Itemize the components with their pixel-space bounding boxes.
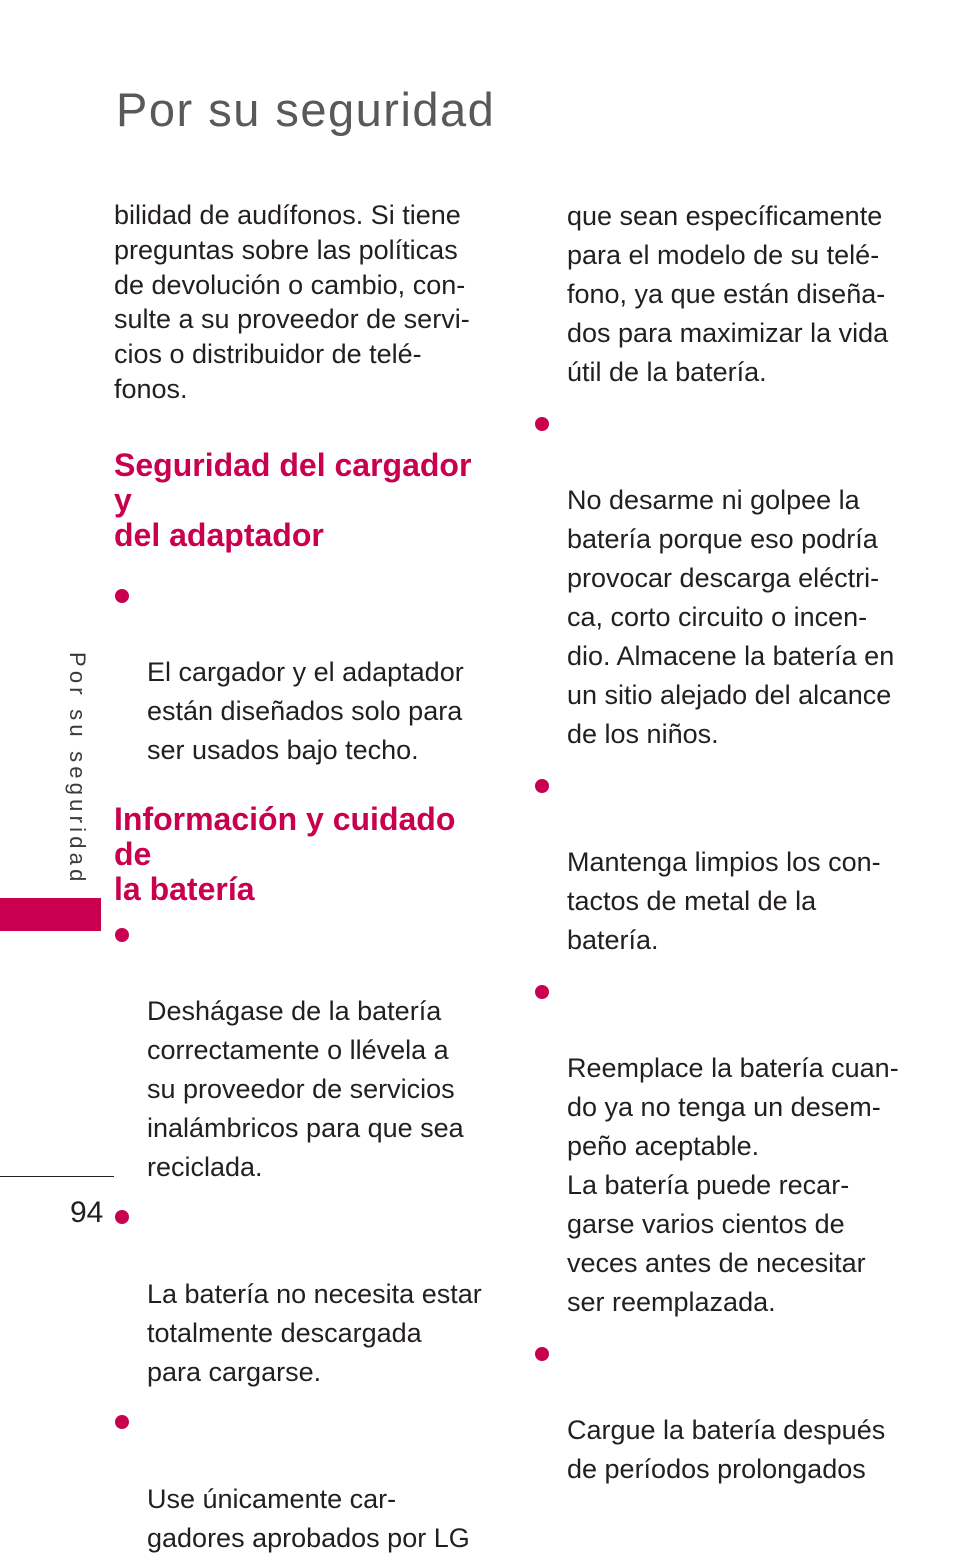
heading-charger-safety: Seguridad del cargador y del adaptador [114, 446, 472, 553]
list-item-text: Use únicamente car- gadores aprobados por LG [147, 1483, 470, 1553]
bullet-icon [535, 1347, 549, 1361]
list-item-text: La batería no necesita estar totalmente descargada para cargarse. [147, 1278, 482, 1387]
bullet-icon [115, 928, 129, 942]
bullet-icon [535, 779, 549, 793]
page-title: Por su seguridad [116, 83, 496, 136]
continuation-paragraph: que sean específicamente para el modelo de su telé- fono, ya que están diseña- dos para maximizar la vida útil de la batería. [567, 201, 889, 387]
list-item [114, 1197, 486, 1391]
list-item [114, 1402, 486, 1557]
charger-safety-list [114, 576, 486, 770]
footer-rule [0, 1176, 114, 1177]
list-item [114, 915, 486, 1187]
list-item-text: Cargue la batería después de períodos prolongados [567, 1415, 886, 1484]
intro-paragraph: bilidad de audífonos. Si tiene preguntas sobre las políticas de devolución o cambio, con- sulte a su proveedor de servi- cios o distribuidor de telé- fonos. [114, 200, 470, 404]
side-section-label: Por su seguridad [65, 652, 90, 886]
list-item [534, 765, 899, 960]
list-item-text: Reemplace la batería cuan- do ya no tenga un desem- peño aceptable. La batería puede recar- garse varios cientos de veces antes de necesitar ser reemplazada. [567, 1053, 899, 1317]
battery-info-list [114, 915, 486, 1558]
list-item-text: El cargador y el adaptador están diseñados solo para ser usados bajo techo. [147, 657, 464, 765]
heading-battery-info: Información y cuidado de la batería [114, 800, 456, 907]
list-item [534, 1333, 899, 1489]
list-item [534, 971, 899, 1322]
list-item-text: No desarme ni golpee la batería porque eso podría provocar descarga eléctri- ca, corto circuito o incen- dio. Almacene la batería en un sitio alejado del alcance de los niños. [567, 485, 895, 749]
bullet-icon [115, 1415, 129, 1429]
list-item [114, 576, 486, 770]
list-item-text: Mantenga limpios los con- tactos de metal de la batería. [567, 847, 881, 955]
right-column [534, 197, 899, 1489]
section-tab-marker [0, 898, 101, 931]
list-item [534, 403, 899, 754]
bullet-icon [115, 589, 129, 603]
list-item-text: Deshágase de la batería correctamente o llévela a su proveedor de servicios inalámbricos para que sea reciclada. [147, 996, 464, 1182]
battery-care-list [534, 403, 899, 1489]
bullet-icon [535, 985, 549, 999]
bullet-icon [535, 417, 549, 431]
bullet-icon [115, 1210, 129, 1224]
left-column [114, 198, 486, 1558]
page-number: 94 [70, 1196, 104, 1229]
